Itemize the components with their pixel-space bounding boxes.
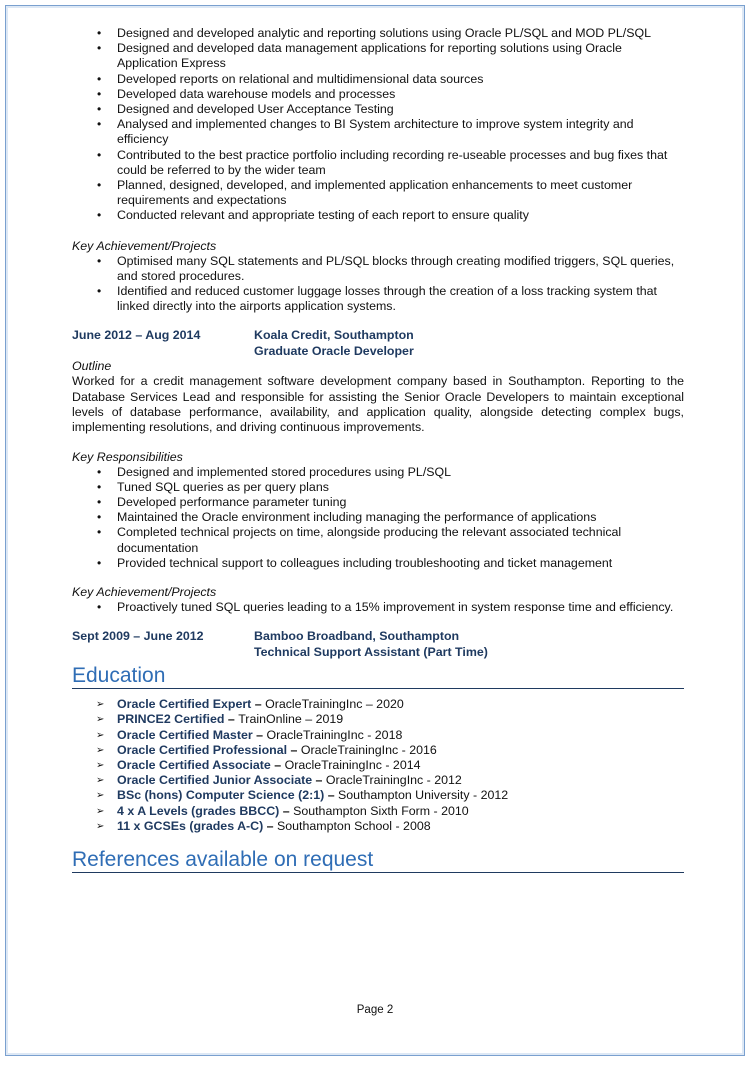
education-item (72, 743, 684, 758)
responsibilities-list (72, 465, 684, 571)
responsibilities-list (72, 26, 684, 224)
education-item (72, 712, 684, 727)
list-item: • Identified and reduced customer luggage losses through the creation of a loss tracking system that linked directly into the airports application systems. (72, 284, 684, 314)
list-item: • Planned, designed, developed, and implemented application enhancements to meet customer requirements and expectations (72, 178, 684, 208)
list-item: • Developed data warehouse models and processes (72, 87, 684, 102)
education-item (72, 697, 684, 712)
list-item: • Conducted relevant and appropriate testing of each report to ensure quality (72, 208, 684, 223)
list-item: • Tuned SQL queries as per query plans (72, 480, 684, 495)
education-item (72, 804, 684, 819)
job-title: Graduate Oracle Developer (254, 343, 414, 358)
job-header-koala (72, 328, 684, 359)
cv-page-2 (5, 5, 745, 1056)
qualification-detail: Southampton Sixth Form - 2010 (293, 803, 469, 818)
separator: – (279, 803, 294, 818)
education-item (72, 819, 684, 834)
references-heading: References available on request (72, 848, 684, 873)
qualification-detail: Southampton School - 2008 (277, 818, 431, 833)
education-item (72, 758, 684, 773)
separator: – (324, 788, 339, 803)
education-item (72, 773, 684, 788)
education-heading: Education (72, 664, 684, 689)
outline-heading: Outline (72, 359, 112, 374)
qualification-detail: OracleTrainingInc - 2014 (284, 758, 421, 773)
list-item: • Maintained the Oracle environment including managing the performance of applications (72, 510, 684, 525)
list-item: • Designed and developed User Acceptance Testing (72, 102, 684, 117)
achievements-list (72, 600, 684, 615)
qualification-detail: OracleTrainingInc – 2020 (265, 697, 404, 712)
job-company: Koala Credit, Southampton (254, 328, 414, 343)
education-item (72, 788, 684, 803)
list-item: • Analysed and implemented changes to BI System architecture to improve system integrity and efficiency (72, 117, 684, 147)
page-number: Page 2 (356, 1004, 394, 1016)
qualification-name: Oracle Certified Junior Associate (117, 773, 313, 788)
qualification-detail: Southampton University - 2012 (338, 788, 509, 803)
qualification-detail: OracleTrainingInc - 2012 (325, 773, 462, 788)
achievements-heading: Key Achievement/Projects (72, 238, 217, 253)
qualification-detail: OracleTrainingInc - 2016 (300, 742, 437, 757)
job-header-bamboo (72, 629, 684, 660)
separator: – (263, 818, 277, 833)
outline-paragraph: Worked for a credit management software development company based in Southampton. Reporting to the Database Services Lead and responsible for assisting the Senior Oracle Developers to maintain exceptional levels of database performance, availability, and application quality, alongside detecting complex bugs, implementing resolutions, and driving continuous improvements. (72, 374, 684, 435)
page-content (72, 26, 684, 873)
list-item: • Proactively tuned SQL queries leading to a 15% improvement in system response time and efficiency. (72, 600, 684, 615)
list-item: • Contributed to the best practice portfolio including recording re-useable processes and bug fixes that could be referred to by the wider team (72, 148, 684, 178)
list-item: • Completed technical projects on time, alongside producing the relevant associated technical documentation (72, 525, 684, 555)
list-item: • Designed and implemented stored procedures using PL/SQL (72, 465, 684, 480)
qualification-detail: TrainOnline – 2019 (238, 712, 344, 727)
qualification-name: PRINCE2 Certified (117, 712, 225, 727)
qualification-name: Oracle Certified Professional (117, 742, 288, 757)
qualification-detail: OracleTrainingInc - 2018 (266, 727, 403, 742)
qualification-name: Oracle Certified Expert (117, 697, 252, 712)
qualification-name: BSc (hons) Computer Science (2:1) (117, 788, 325, 803)
separator: – (252, 727, 267, 742)
separator: – (312, 773, 326, 788)
job-company: Bamboo Broadband, Southampton (254, 629, 460, 644)
qualification-name: 11 x GCSEs (grades A-C) (117, 818, 264, 833)
separator: – (270, 758, 285, 773)
responsibilities-heading: Key Responsibilities (72, 449, 183, 464)
list-item: • Designed and developed analytic and reporting solutions using Oracle PL/SQL and MOD PL/SQL (72, 26, 684, 41)
separator: – (287, 742, 301, 757)
list-item: • Optimised many SQL statements and PL/SQL blocks through creating modified triggers, SQL queries, and stored procedures. (72, 254, 684, 284)
achievements-list (72, 254, 684, 315)
list-item: • Designed and developed data management applications for reporting solutions using Oracle Application Express (72, 41, 684, 71)
qualification-name: Oracle Certified Master (117, 727, 253, 742)
qualification-name: Oracle Certified Associate (117, 758, 271, 773)
job-dates: June 2012 – Aug 2014 (72, 328, 201, 343)
job-title: Technical Support Assistant (Part Time) (254, 644, 488, 659)
list-item: • Developed performance parameter tuning (72, 495, 684, 510)
list-item: • Developed reports on relational and multidimensional data sources (72, 72, 684, 87)
education-item (72, 728, 684, 743)
education-list (72, 697, 684, 834)
qualification-name: 4 x A Levels (grades BBCC) (117, 803, 280, 818)
separator: – (224, 712, 239, 727)
separator: – (251, 697, 266, 712)
job-dates: Sept 2009 – June 2012 (72, 629, 204, 644)
achievements-heading: Key Achievement/Projects (72, 585, 217, 600)
list-item: • Provided technical support to colleagues including troubleshooting and ticket management (72, 556, 684, 571)
